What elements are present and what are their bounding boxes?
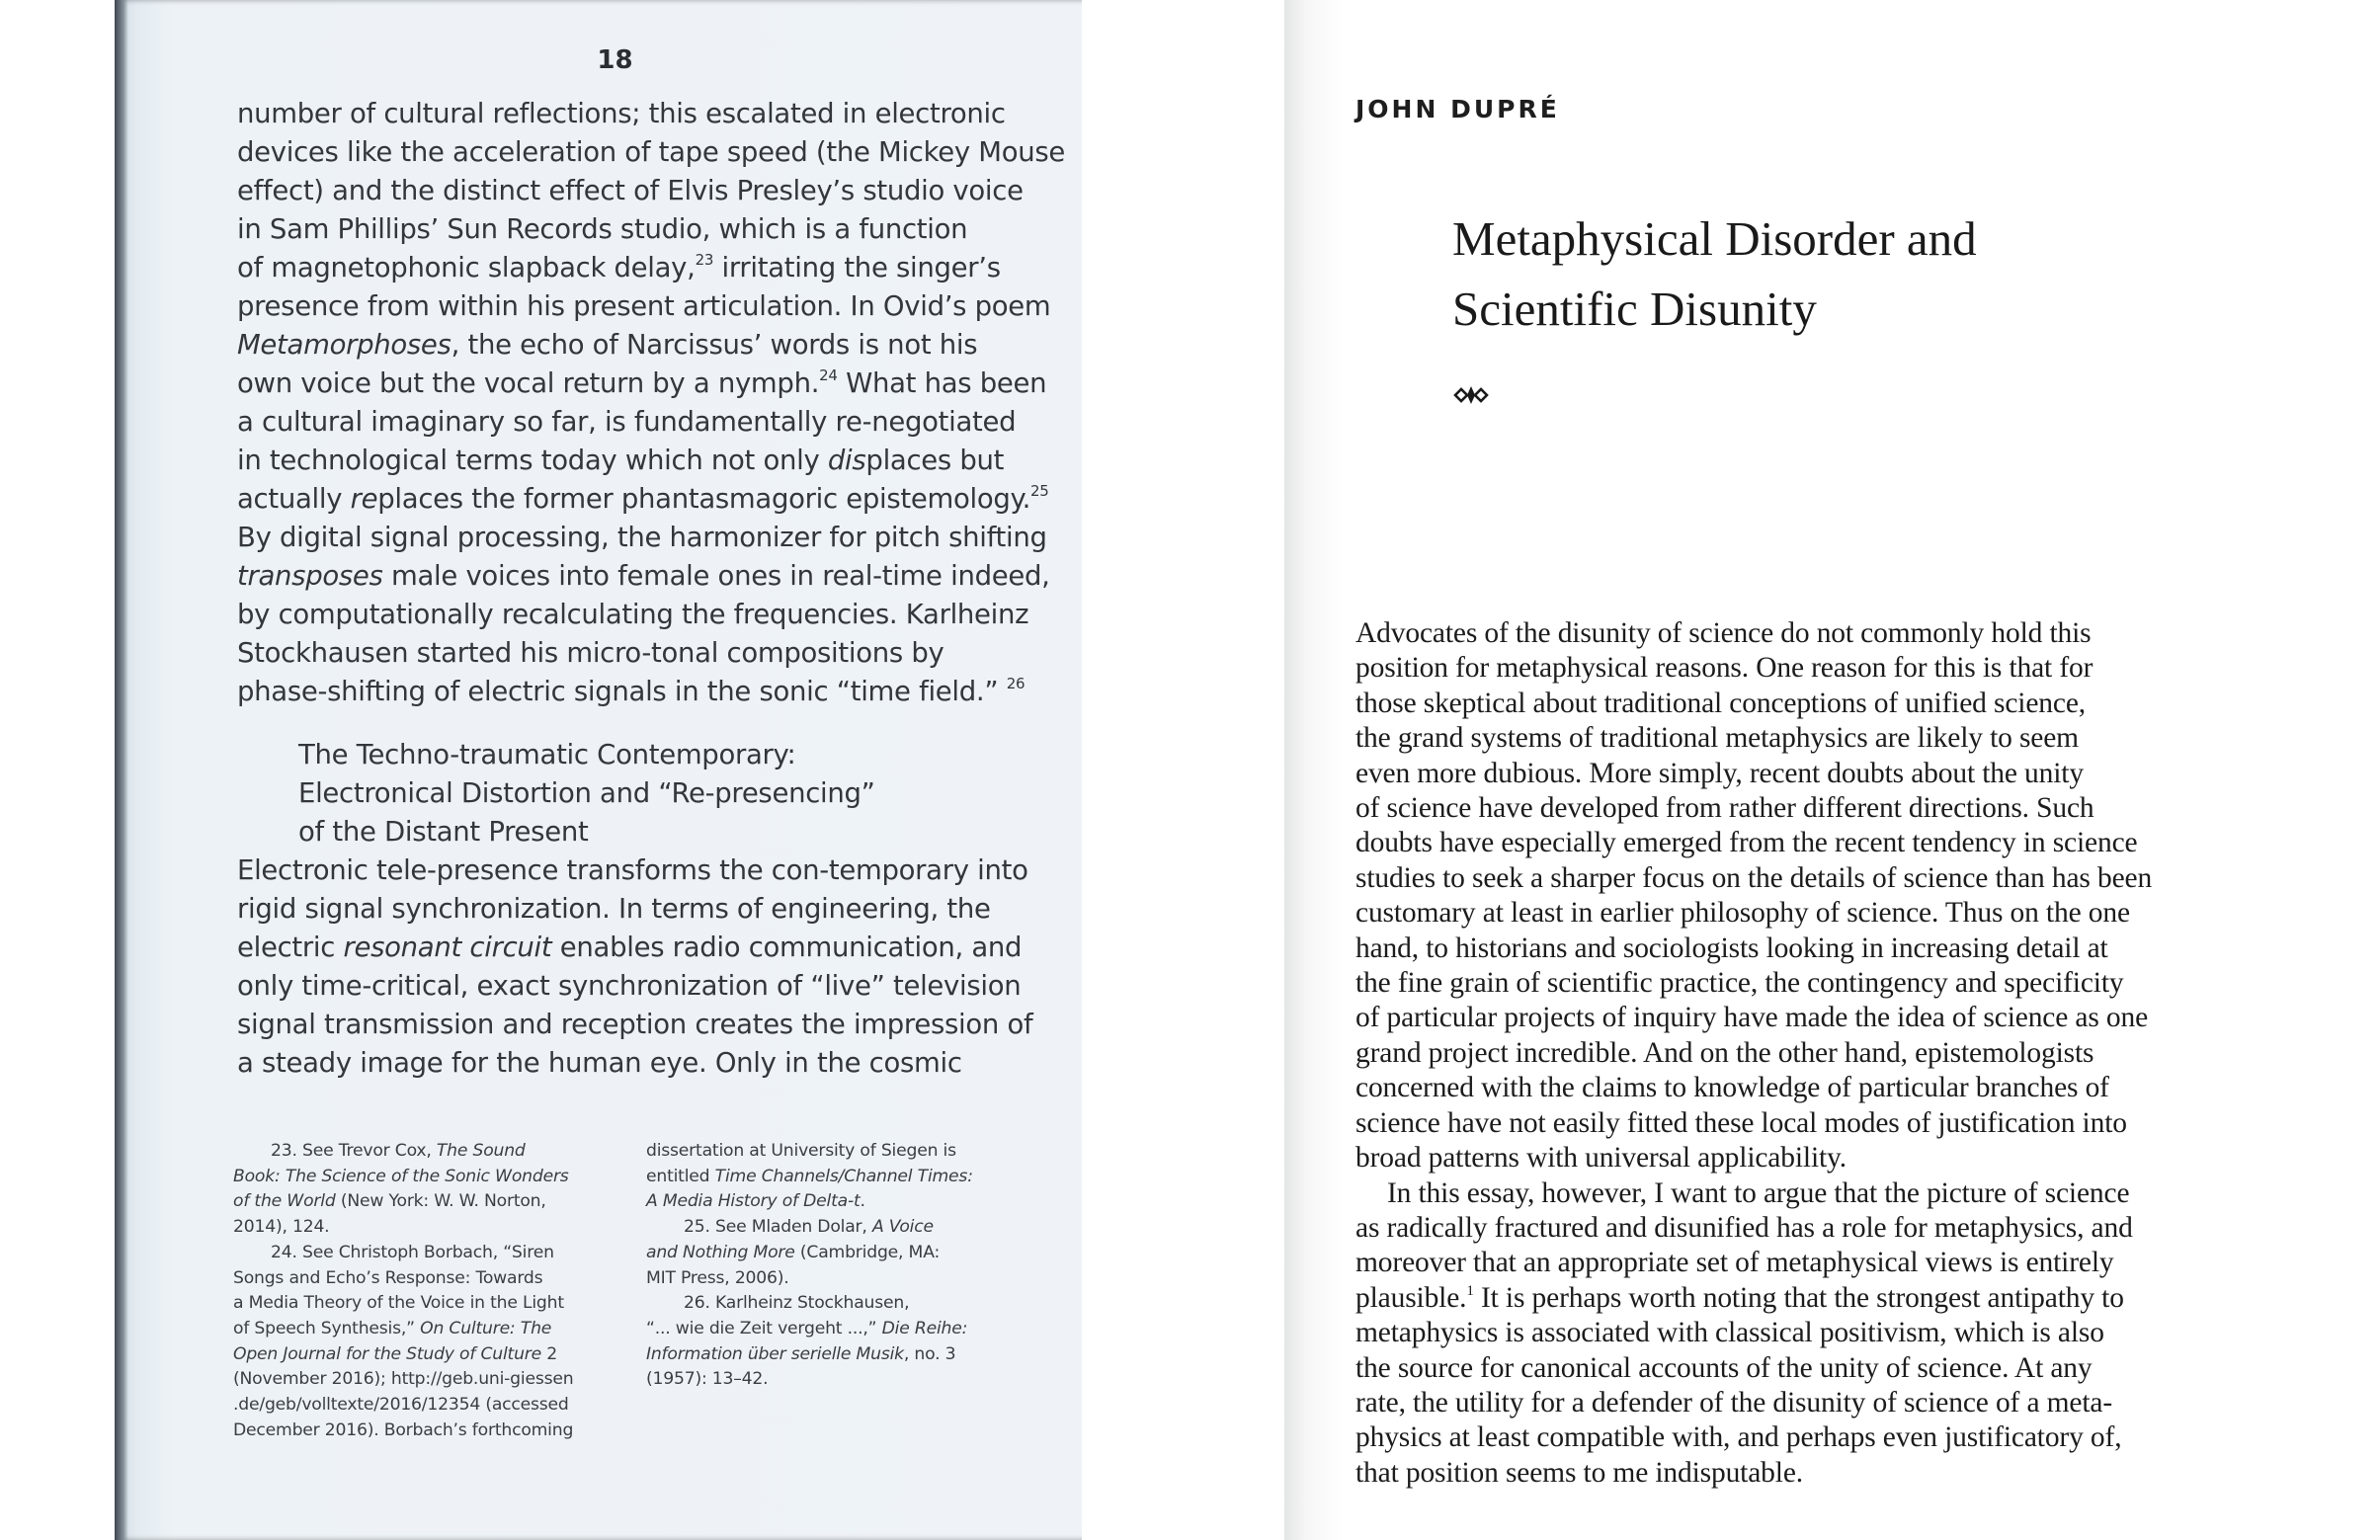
text-line	[1355, 1141, 2200, 1175]
text-span: of magnetophonic slapback delay,	[237, 252, 696, 284]
text-line	[1355, 687, 2200, 721]
text-span: of science have developed from rather different directions. Such	[1355, 792, 2094, 825]
text-line	[1355, 1281, 2200, 1316]
text-span: by computationally recalculating the frequencies. Karlheinz	[237, 599, 1029, 630]
text-span: entitled	[646, 1166, 715, 1186]
text-line	[1355, 651, 2200, 686]
text-span: On Culture: The	[420, 1318, 552, 1338]
text-span: (New York: W. W. Norton,	[335, 1191, 546, 1212]
text-span: only time-critical, exact synchronization of “live” television	[237, 970, 1022, 1002]
text-span: of particular projects of inquiry have made the idea of science as one	[1355, 1002, 2149, 1034]
text-line	[646, 1215, 973, 1241]
text-span: A Media History of Delta-t	[646, 1191, 861, 1212]
text-line	[237, 1044, 1047, 1083]
text-span: broad patterns with universal applicability.	[1355, 1142, 1847, 1175]
text-line	[646, 1139, 973, 1165]
text-span: as radically fractured and disunified has a role for metaphysics, and	[1355, 1211, 2133, 1244]
text-span: that position seems to me indisputable.	[1355, 1456, 1803, 1489]
text-line	[1355, 1176, 2200, 1211]
author-name: JOHN DUPRÉ	[1355, 95, 1560, 123]
text-line	[1355, 1001, 2200, 1035]
text-span: Electronic tele-presence transforms the con-temporary into	[237, 854, 1028, 886]
text-line	[237, 210, 1047, 249]
text-span: resonant circuit	[343, 932, 552, 963]
text-line	[237, 596, 1047, 634]
text-line	[233, 1189, 573, 1215]
text-span: phase-shifting of electric signals in the sonic “time field.”	[237, 676, 1007, 707]
text-line	[646, 1291, 973, 1317]
text-line	[233, 1241, 573, 1266]
text-span: By digital signal processing, the harmonizer for pitch shifting	[237, 522, 1047, 553]
text-line	[237, 673, 1047, 711]
text-span: rigid signal synchronization. In terms of engineering, the	[237, 893, 991, 925]
text-line	[233, 1165, 573, 1190]
text-span: , no. 3	[903, 1343, 956, 1364]
text-span: dis	[827, 445, 866, 476]
text-span: the source for canonical accounts of the unity of science. At any	[1355, 1351, 2093, 1384]
text-span: irritating the singer’s	[713, 252, 1001, 284]
text-span: a cultural imaginary so far, is fundamentally re-negotiated	[237, 406, 1017, 438]
text-line	[1355, 721, 2200, 756]
footnote-ref: 1	[1466, 1282, 1474, 1299]
text-span: rate, the utility for a defender of the disunity of science of a meta-	[1355, 1386, 2113, 1418]
text-span: in Sam Phillips’ Sun Records studio, which is a function	[237, 213, 968, 245]
section-heading	[237, 736, 1047, 851]
text-span: Advocates of the disunity of science do not commonly hold this	[1355, 617, 2092, 649]
text-line	[1355, 1386, 2200, 1420]
chapter-title	[1452, 203, 1977, 344]
text-span: “... wie die Zeit vergeht ...,”	[646, 1318, 882, 1338]
text-span: effect) and the distinct effect of Elvis Presley’s studio voice	[237, 175, 1024, 206]
text-span: Stockhausen started his micro-tonal compositions by	[237, 637, 944, 669]
text-span: the fine grain of scientific practice, the contingency and specificity	[1355, 967, 2124, 1000]
footnote-ref: 26	[1006, 675, 1026, 692]
text-span: science have not easily fitted these local modes of justification into	[1355, 1106, 2127, 1139]
text-line	[646, 1189, 973, 1215]
text-line	[1355, 1036, 2200, 1071]
text-line	[237, 890, 1047, 929]
text-line	[1355, 932, 2200, 966]
text-line	[1355, 791, 2200, 826]
text-span: of Speech Synthesis,”	[233, 1318, 421, 1338]
right-body-text	[1355, 616, 2200, 1491]
text-span: Metamorphoses	[237, 329, 451, 361]
text-span: the grand systems of traditional metaphysics are likely to seem	[1355, 722, 2079, 755]
text-span: Open Journal for the Study of Culture	[233, 1343, 542, 1364]
text-span: , the echo of Narcissus’ words is not his	[451, 329, 978, 361]
left-body-text	[237, 95, 1066, 1083]
text-line	[1355, 861, 2200, 896]
text-line	[237, 287, 1051, 326]
text-span: Information über serielle Musik	[646, 1343, 904, 1364]
text-span: December 2016). Borbach’s forthcoming	[233, 1419, 574, 1440]
footnotes-column-2	[646, 1139, 973, 1393]
text-span: those skeptical about traditional conceptions of unified science,	[1355, 687, 2086, 719]
text-span: MIT Press, 2006).	[646, 1267, 789, 1288]
text-span: moreover that an appropriate set of metaphysical views is entirely	[1355, 1247, 2114, 1279]
text-line	[237, 403, 1047, 442]
text-span: devices like the acceleration of tape speed (the Mickey Mouse	[237, 136, 1066, 168]
footnote-ref: 23	[695, 251, 714, 269]
text-span: A Voice	[871, 1217, 934, 1238]
footnote-ref: 25	[1030, 482, 1049, 500]
text-span: dissertation at University of Siegen is	[646, 1141, 956, 1161]
text-line	[233, 1291, 573, 1317]
text-line	[233, 1418, 573, 1444]
page-number: 18	[597, 45, 633, 75]
text-span: In this essay, however, I want to argue that the picture of science	[1387, 1176, 2130, 1209]
text-span: The Sound	[436, 1141, 526, 1161]
text-span: grand project incredible. And on the other hand, epistemologists	[1355, 1036, 2094, 1069]
section-heading-line: Electronical Distortion and “Re-presencing”	[298, 777, 875, 809]
text-span: 2	[541, 1343, 558, 1364]
text-line	[237, 249, 1047, 287]
text-line	[646, 1342, 973, 1368]
text-line	[237, 851, 1047, 890]
text-span: Die Reihe:	[881, 1318, 968, 1338]
text-line	[237, 326, 1047, 365]
text-line	[1355, 1246, 2200, 1280]
text-span: It is perhaps worth noting that the strongest antipathy to	[1473, 1281, 2124, 1314]
text-line	[237, 442, 1047, 480]
text-span: (Cambridge, MA:	[794, 1242, 941, 1262]
text-line	[1355, 1456, 2200, 1491]
text-span: .de/geb/volltexte/2016/12354 (accessed	[233, 1395, 569, 1416]
text-line	[237, 967, 1047, 1006]
text-span: of the World	[233, 1191, 336, 1212]
text-line	[646, 1367, 973, 1393]
text-span: even more dubious. More simply, recent doubts about the unity	[1355, 757, 2084, 789]
text-span: own voice but the vocal return by a nymph.	[237, 367, 820, 399]
text-line	[237, 95, 1047, 133]
text-span: physics at least compatible with, and perhaps even justificatory of,	[1355, 1421, 2122, 1454]
text-span: number of cultural reflections; this escalated in electronic	[237, 98, 1006, 129]
text-span: places but	[865, 445, 1005, 476]
section-heading-line: The Techno-traumatic Contemporary:	[298, 739, 796, 770]
text-line	[237, 929, 1047, 967]
text-line	[1355, 1316, 2200, 1350]
footnotes-column-1	[233, 1139, 573, 1443]
text-span: concerned with the claims to knowledge of particular branches of	[1355, 1072, 2109, 1104]
text-span: Book: The Science of the Sonic Wonders	[233, 1166, 569, 1186]
text-span: electric	[237, 932, 344, 963]
text-line	[237, 365, 1047, 403]
text-line	[646, 1165, 973, 1190]
text-line	[1355, 1106, 2200, 1141]
text-line	[237, 172, 1047, 210]
text-line	[1355, 757, 2200, 791]
text-line	[1355, 966, 2200, 1001]
section-heading-line: of the Distant Present	[298, 816, 589, 848]
text-span: actually	[237, 483, 351, 515]
text-span: 25. See Mladen Dolar,	[684, 1217, 872, 1238]
text-span: (November 2016); http://geb.uni-giessen	[233, 1369, 574, 1390]
text-line	[233, 1266, 573, 1292]
text-line	[646, 1241, 973, 1266]
text-line	[237, 480, 1047, 519]
text-line	[237, 519, 1047, 557]
chapter-title-line: Scientific Disunity	[1452, 282, 1817, 336]
text-line	[646, 1317, 973, 1342]
text-line	[233, 1215, 573, 1241]
text-span: a steady image for the human eye. Only in the cosmic	[237, 1047, 962, 1079]
text-line	[233, 1367, 573, 1393]
text-span: metaphysics is associated with classical positivism, which is also	[1355, 1317, 2104, 1349]
text-span: 26. Karlheinz Stockhausen,	[684, 1293, 910, 1314]
text-line	[1355, 1071, 2200, 1105]
text-line	[233, 1317, 573, 1342]
footnote-ref: 24	[819, 366, 838, 384]
text-line	[1355, 896, 2200, 931]
text-span: studies to seek a sharper focus on the details of science than has been	[1355, 861, 2153, 894]
text-span: enables radio communication, and	[551, 932, 1023, 963]
text-span: presence from within his present articulation. In Ovid’s poem	[237, 290, 1051, 322]
text-span: signal transmission and reception creates the impression of	[237, 1009, 1033, 1040]
text-line	[1355, 826, 2200, 860]
text-line	[237, 634, 1047, 673]
text-span: 24. See Christoph Borbach, “Siren	[271, 1242, 554, 1262]
text-span: Time Channels/Channel Times:	[714, 1166, 973, 1186]
text-span: customary at least in earlier philosophy of science. Thus on the one	[1355, 897, 2130, 930]
text-line	[1355, 1211, 2200, 1246]
text-line	[237, 1006, 1047, 1044]
text-line	[1355, 1351, 2200, 1386]
text-line	[1355, 1420, 2200, 1455]
text-line	[233, 1393, 573, 1418]
text-span: 2014), 124.	[233, 1217, 330, 1238]
text-span: places the former phantasmagoric epistemology.	[377, 483, 1031, 515]
text-span: .	[860, 1191, 865, 1212]
text-span: re	[350, 483, 378, 515]
text-span: position for metaphysical reasons. One reason for this is that for	[1355, 652, 2093, 685]
text-span: male voices into female ones in real-time indeed,	[382, 560, 1050, 592]
text-span: 23. See Trevor Cox,	[271, 1141, 437, 1161]
fleuron-icon	[1452, 381, 1490, 409]
text-span: hand, to historians and sociologists looking in increasing detail at	[1355, 932, 2108, 964]
text-span: What has been	[837, 367, 1047, 399]
text-line	[237, 133, 1066, 172]
text-line	[233, 1342, 573, 1368]
text-span: transposes	[237, 560, 383, 592]
text-line	[646, 1266, 973, 1292]
text-span: Songs and Echo’s Response: Towards	[233, 1267, 543, 1288]
left-paragraph-2	[237, 851, 1047, 1083]
text-span: (1957): 13–42.	[646, 1369, 769, 1390]
chapter-title-line: Metaphysical Disorder and	[1452, 211, 1977, 266]
text-line	[237, 557, 1050, 596]
page-binding-shadow	[115, 0, 128, 1540]
text-line	[233, 1139, 573, 1165]
text-span: and Nothing More	[646, 1242, 795, 1262]
text-span: plausible.	[1355, 1281, 1467, 1314]
left-paragraph-1	[237, 95, 1066, 711]
text-line	[1355, 616, 2200, 651]
text-span: a Media Theory of the Voice in the Light	[233, 1293, 564, 1314]
text-span: doubts have especially emerged from the recent tendency in science	[1355, 827, 2138, 859]
text-span: in technological terms today which not only	[237, 445, 828, 476]
